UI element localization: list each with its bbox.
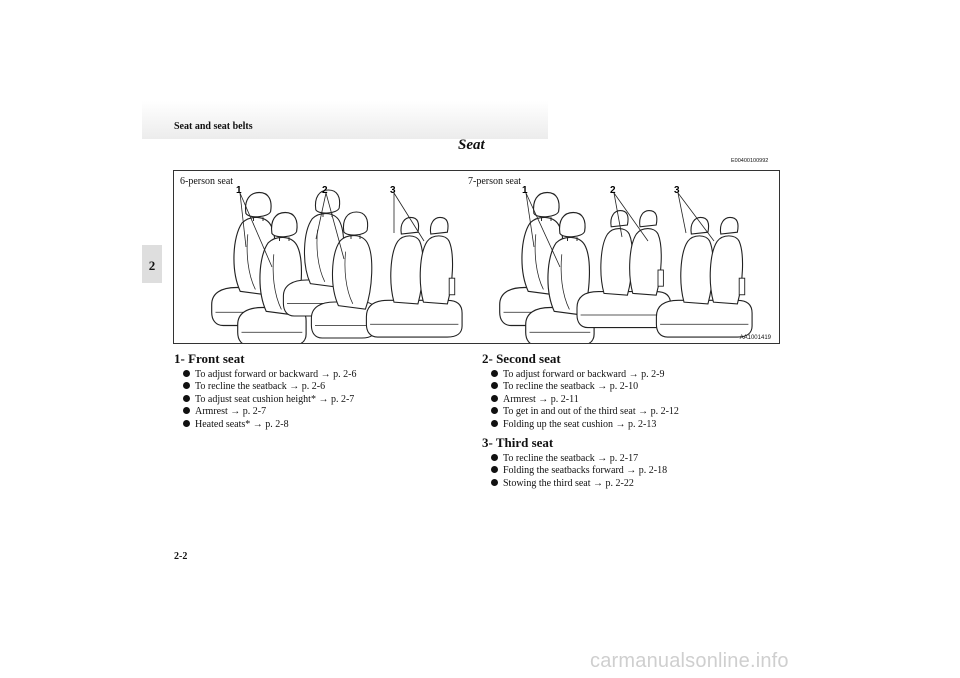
callout-3-left: 3 (390, 185, 396, 196)
figure-code: AA1001419 (739, 335, 771, 341)
seven-person-seats (500, 193, 752, 344)
section-heading: 1- Front seat (174, 351, 245, 366)
bullet-icon (491, 370, 498, 377)
list-item: To recline the seatback → p. 2-6 (183, 381, 356, 393)
bullet-icon (491, 479, 498, 486)
list-item: Stowing the third seat → p. 2-22 (491, 478, 667, 490)
bullet-icon (491, 420, 498, 427)
list-item: To recline the seatback → p. 2-17 (491, 453, 667, 465)
six-person-seats (212, 190, 462, 343)
list-item: Armrest → p. 2-7 (183, 406, 356, 418)
list-item: To adjust forward or backward → p. 2-6 (183, 369, 356, 381)
bullet-icon (183, 407, 190, 414)
seat-illustration (173, 170, 780, 344)
list-item: To adjust seat cushion height* → p. 2-7 (183, 394, 356, 406)
header-band (142, 101, 548, 139)
page-title: Seat (458, 137, 485, 153)
bullet-icon (491, 382, 498, 389)
callout-2-left: 2 (322, 185, 328, 196)
callout-1-right: 1 (522, 185, 528, 196)
watermark: carmanualsonline.info (590, 650, 789, 672)
callout-2-right: 2 (610, 185, 616, 196)
list-item: To get in and out of the third seat → p. 2-12 (491, 406, 679, 418)
list-item: To recline the seatback → p. 2-10 (491, 381, 679, 393)
section-code: E00400100992 (731, 158, 769, 164)
front-seat-section (174, 351, 356, 431)
bullet-icon (183, 395, 190, 402)
list-item: Folding the seatbacks forward → p. 2-18 (491, 465, 667, 477)
bullet-icon (491, 454, 498, 461)
bullet-icon (183, 420, 190, 427)
bullet-icon (183, 370, 190, 377)
page-number: 2-2 (174, 551, 188, 562)
bullet-icon (491, 407, 498, 414)
section-heading: 2- Second seat (482, 351, 561, 366)
callout-3-right: 3 (674, 185, 680, 196)
six-person-seat-label: 6-person seat (180, 176, 234, 187)
seven-person-seat-label: 7-person seat (468, 176, 522, 187)
bullet-icon (491, 466, 498, 473)
list-item: To adjust forward or backward → p. 2-9 (491, 369, 679, 381)
chapter-tab (142, 245, 162, 283)
list-item: Heated seats* → p. 2-8 (183, 419, 356, 431)
bullet-icon (491, 395, 498, 402)
chapter-header: Seat and seat belts (174, 121, 253, 132)
list-item: Folding up the seat cushion → p. 2-13 (491, 419, 679, 431)
section-heading: 3- Third seat (482, 435, 554, 450)
seats-drawing (174, 171, 779, 343)
third-seat-section (482, 435, 667, 490)
second-seat-section (482, 351, 679, 431)
chapter-tab-number: 2 (148, 258, 156, 273)
list-item: Armrest → p. 2-11 (491, 394, 679, 406)
bullet-icon (183, 382, 190, 389)
callout-1-left: 1 (236, 185, 242, 196)
